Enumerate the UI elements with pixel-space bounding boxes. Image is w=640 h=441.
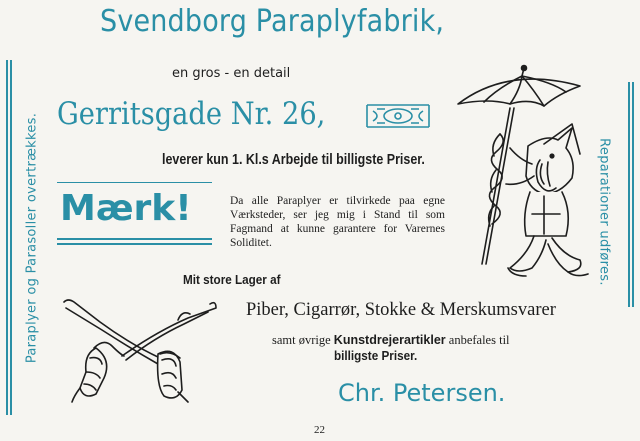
maerk-rule-2: [57, 243, 212, 245]
proprietor-name: Chr. Petersen.: [338, 379, 506, 407]
crafts-suffix: anbefales til: [448, 333, 510, 347]
crafts-line: [272, 333, 510, 348]
notice-body: Da alle Paraplyer er tilvirkede paa egne Værksteder, ser jeg mig i Stand til som Fagmand at kunne garantere for Varernes Soliditet.: [230, 195, 445, 249]
right-side-text: Reparationer udføres.: [596, 138, 612, 286]
prices-line: billigste Priser.: [334, 348, 418, 363]
notice-heading: Mærk!: [60, 188, 192, 229]
address: Gerritsgade Nr. 26,: [57, 96, 326, 132]
page-number: 22: [314, 424, 325, 436]
ornament-icon: [363, 101, 433, 131]
tagline: leverer kun 1. Kl.s Arbejde til billigste Priser.: [162, 152, 425, 168]
subtitle: en gros - en detail: [172, 66, 291, 81]
left-rule-outer: [6, 60, 8, 415]
stock-intro: Mit store Lager af: [183, 272, 281, 287]
crossed-pipes-illustration: [60, 296, 220, 404]
crafts-highlight: Kunstdrejerartikler: [333, 333, 446, 347]
right-rule-inner: [632, 82, 634, 307]
maerk-rule-top: [57, 182, 212, 183]
umbrella-gnome-illustration: [448, 64, 598, 294]
left-side-text: Paraplyer og Parasoller overtrækkes.: [24, 112, 40, 364]
company-title: Svendborg Paraplyfabrik,: [100, 4, 445, 39]
right-rule-outer: [628, 82, 630, 307]
crafts-prefix: samt øvrige: [272, 333, 331, 347]
products-line: Piber, Cigarrør, Stokke & Merskumsvarer: [246, 300, 556, 320]
maerk-rule-1: [57, 238, 212, 240]
left-rule-inner: [10, 60, 12, 415]
